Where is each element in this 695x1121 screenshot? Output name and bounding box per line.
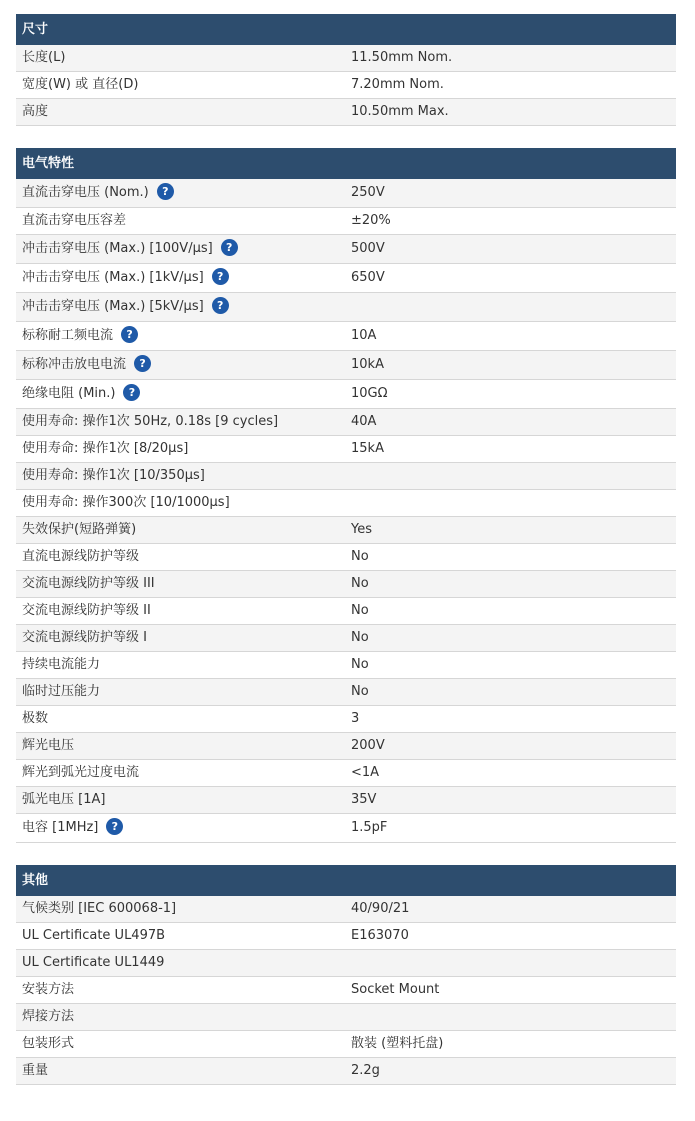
row-label: 高度 [22, 104, 49, 119]
row-value: 15kA [351, 441, 384, 456]
row-label: 直流电源线防护等级 [22, 549, 140, 564]
section-header-dimensions: 尺寸 [16, 14, 676, 45]
table-row [16, 351, 676, 380]
table-row [16, 977, 676, 1004]
row-label: 宽度(W) 或 直径(D) [22, 77, 139, 92]
row-label: 辉光到弧光过度电流 [22, 765, 140, 780]
table-row [16, 208, 676, 235]
row-value: <1A [351, 765, 380, 780]
table-row [16, 517, 676, 544]
row-label: 标称耐工频电流 ? [22, 322, 138, 350]
row-label: 冲击击穿电压 (Max.) [5kV/µs] ? [22, 293, 229, 321]
row-label: 临时过压能力 [22, 684, 101, 699]
table-row [16, 322, 676, 351]
help-icon[interactable]: ? [157, 183, 174, 200]
table-row [16, 896, 676, 923]
row-label: UL Certificate UL497B [22, 928, 166, 943]
row-label: 弧光电压 [1A] [22, 792, 106, 807]
table-row [16, 923, 676, 950]
table-row [16, 544, 676, 571]
row-value: 10.50mm Max. [351, 104, 449, 119]
row-label: 电容 [1MHz] ? [22, 814, 123, 842]
row-label: 标称冲击放电电流 ? [22, 351, 151, 379]
row-label: 辉光电压 [22, 738, 75, 753]
row-label: 交流电源线防护等级 II [22, 603, 151, 618]
row-label: 交流电源线防护等级 I [22, 630, 147, 645]
row-label: 安装方法 [22, 982, 75, 997]
table-row [16, 264, 676, 293]
row-label: 气候类别 [IEC 600068-1] [22, 901, 177, 916]
row-value: 2.2g [351, 1063, 380, 1078]
row-value: ±20% [351, 213, 391, 228]
section-dimensions [16, 14, 676, 126]
table-row [16, 179, 676, 208]
table-row [16, 679, 676, 706]
row-label: 冲击击穿电压 (Max.) [1kV/µs] ? [22, 264, 229, 292]
row-value: Socket Mount [351, 982, 440, 997]
table-row [16, 293, 676, 322]
row-label: 包装形式 [22, 1036, 75, 1051]
row-value: No [351, 684, 369, 699]
row-value: 10GΩ [351, 386, 388, 401]
section-electrical [16, 148, 676, 843]
row-label: UL Certificate UL1449 [22, 955, 165, 970]
help-icon[interactable]: ? [106, 818, 123, 835]
row-label: 使用寿命: 操作1次 50Hz, 0.18s [9 cycles] [22, 414, 279, 429]
table-row [16, 72, 676, 99]
row-value: 35V [351, 792, 377, 807]
row-label: 失效保护(短路弹簧) [22, 522, 137, 537]
table-row [16, 950, 676, 977]
help-icon[interactable]: ? [121, 326, 138, 343]
row-value: No [351, 576, 369, 591]
row-label: 使用寿命: 操作1次 [10/350µs] [22, 468, 205, 483]
row-value: 10A [351, 328, 377, 343]
table-row [16, 463, 676, 490]
row-value: 40A [351, 414, 377, 429]
row-label: 持续电流能力 [22, 657, 101, 672]
row-value: 3 [351, 711, 360, 726]
help-icon[interactable]: ? [123, 384, 140, 401]
table-row [16, 235, 676, 264]
row-label: 冲击击穿电压 (Max.) [100V/µs] ? [22, 235, 238, 263]
row-label: 直流击穿电压容差 [22, 213, 127, 228]
row-value: 500V [351, 241, 385, 256]
row-value: 200V [351, 738, 385, 753]
help-icon[interactable]: ? [212, 297, 229, 314]
row-value: No [351, 603, 369, 618]
row-label: 使用寿命: 操作1次 [8/20µs] [22, 441, 189, 456]
table-row [16, 409, 676, 436]
table-row [16, 625, 676, 652]
table-row [16, 598, 676, 625]
table-row [16, 380, 676, 409]
row-label: 极数 [22, 711, 49, 726]
table-row [16, 1031, 676, 1058]
row-value: E163070 [351, 928, 409, 943]
table-row [16, 706, 676, 733]
row-label: 焊接方法 [22, 1009, 75, 1024]
table-row [16, 760, 676, 787]
row-value: Yes [351, 522, 372, 537]
row-value: 10kA [351, 357, 384, 372]
help-icon[interactable]: ? [221, 239, 238, 256]
row-value: 1.5pF [351, 820, 388, 835]
table-row [16, 436, 676, 463]
section-header-electrical: 电气特性 [16, 148, 676, 179]
row-label: 使用寿命: 操作300次 [10/1000µs] [22, 495, 230, 510]
row-value: No [351, 657, 369, 672]
table-row [16, 1058, 676, 1085]
table-row [16, 571, 676, 598]
row-value: No [351, 630, 369, 645]
section-other [16, 865, 676, 1085]
row-value: 250V [351, 185, 385, 200]
table-row [16, 652, 676, 679]
table-row [16, 490, 676, 517]
help-icon[interactable]: ? [134, 355, 151, 372]
table-row [16, 99, 676, 126]
row-value: 7.20mm Nom. [351, 77, 444, 92]
help-icon[interactable]: ? [212, 268, 229, 285]
row-label: 直流击穿电压 (Nom.) ? [22, 179, 174, 207]
row-value: No [351, 549, 369, 564]
row-label: 长度(L) [22, 50, 66, 65]
table-row [16, 45, 676, 72]
table-row [16, 814, 676, 843]
row-label: 交流电源线防护等级 III [22, 576, 155, 591]
row-value: 散装 (塑料托盘) [351, 1036, 444, 1051]
table-row [16, 787, 676, 814]
table-row [16, 733, 676, 760]
row-value: 40/90/21 [351, 901, 410, 916]
row-label: 重量 [22, 1063, 49, 1078]
row-label: 绝缘电阻 (Min.) ? [22, 380, 140, 408]
row-value: 11.50mm Nom. [351, 50, 453, 65]
section-header-other: 其他 [16, 865, 676, 896]
row-value: 650V [351, 270, 385, 285]
table-row [16, 1004, 676, 1031]
